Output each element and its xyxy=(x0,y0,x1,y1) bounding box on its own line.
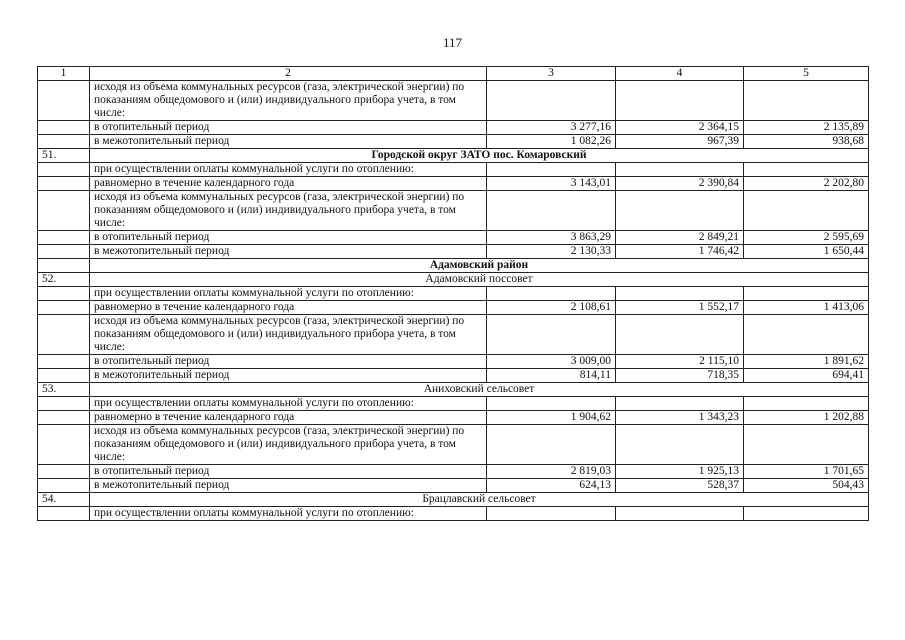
row-description: в межотопительный период xyxy=(90,479,487,493)
value-col-5: 694,41 xyxy=(744,369,869,383)
value-col-5: 1 202,88 xyxy=(744,411,869,425)
row-number xyxy=(38,315,90,355)
table-row xyxy=(38,411,869,425)
value-col-4: 528,37 xyxy=(616,479,744,493)
row-number xyxy=(38,177,90,191)
value-col-3: 1 082,26 xyxy=(487,135,616,149)
value-col-3 xyxy=(487,81,616,121)
value-col-4 xyxy=(616,397,744,411)
value-col-3 xyxy=(487,191,616,231)
value-col-3 xyxy=(487,163,616,177)
value-col-4 xyxy=(616,191,744,231)
row-number xyxy=(38,231,90,245)
value-col-4: 1 925,13 xyxy=(616,465,744,479)
row-number xyxy=(38,425,90,465)
row-number: 52. xyxy=(38,273,90,287)
value-col-4: 1 343,23 xyxy=(616,411,744,425)
value-col-5: 504,43 xyxy=(744,479,869,493)
value-col-5 xyxy=(744,191,869,231)
section-row xyxy=(38,149,869,163)
table-row xyxy=(38,287,869,301)
value-col-5: 1 650,44 xyxy=(744,245,869,259)
value-col-4: 2 849,21 xyxy=(616,231,744,245)
section-title: Аниховский сельсовет xyxy=(90,383,869,397)
table-row xyxy=(38,121,869,135)
row-number xyxy=(38,355,90,369)
value-col-3: 3 277,16 xyxy=(487,121,616,135)
value-col-3: 3 009,00 xyxy=(487,355,616,369)
section-row xyxy=(38,259,869,273)
row-description: при осуществлении оплаты коммунальной услуги по отоплению: xyxy=(90,287,487,301)
table-row xyxy=(38,191,869,231)
value-col-3: 624,13 xyxy=(487,479,616,493)
row-description: в отопительный период xyxy=(90,465,487,479)
row-description: в отопительный период xyxy=(90,121,487,135)
value-col-4: 718,35 xyxy=(616,369,744,383)
table-row xyxy=(38,507,869,521)
value-col-5: 1 701,65 xyxy=(744,465,869,479)
value-col-5 xyxy=(744,287,869,301)
tariff-table-body xyxy=(38,67,869,521)
value-col-3: 2 108,61 xyxy=(487,301,616,315)
row-description: в межотопительный период xyxy=(90,245,487,259)
row-number xyxy=(38,191,90,231)
row-description: равномерно в течение календарного года xyxy=(90,411,487,425)
value-col-4 xyxy=(616,507,744,521)
value-col-3: 814,11 xyxy=(487,369,616,383)
value-col-4: 2 364,15 xyxy=(616,121,744,135)
value-col-4: 2 115,10 xyxy=(616,355,744,369)
value-col-3 xyxy=(487,287,616,301)
row-description: в межотопительный период xyxy=(90,369,487,383)
row-number xyxy=(38,259,90,273)
page-number: 117 xyxy=(442,35,463,50)
table-row xyxy=(38,135,869,149)
row-description: исходя из объема коммунальных ресурсов (газа, электрической энергии) по показаниям общедомового и (или) индивидуального прибора учета, в том числе: xyxy=(90,425,487,465)
value-col-3: 2 819,03 xyxy=(487,465,616,479)
value-col-5: 2 595,69 xyxy=(744,231,869,245)
section-title: Адамовский район xyxy=(90,259,869,273)
section-title: Городской округ ЗАТО пос. Комаровский xyxy=(90,149,869,163)
row-description: при осуществлении оплаты коммунальной услуги по отоплению: xyxy=(90,163,487,177)
table-row xyxy=(38,355,869,369)
row-description: в отопительный период xyxy=(90,231,487,245)
tariff-table xyxy=(37,66,869,521)
value-col-4: 1 552,17 xyxy=(616,301,744,315)
row-description: исходя из объема коммунальных ресурсов (газа, электрической энергии) по показаниям общедомового и (или) индивидуального прибора учета, в том числе: xyxy=(90,191,487,231)
column-header-5: 5 xyxy=(744,67,869,81)
section-row xyxy=(38,273,869,287)
value-col-3 xyxy=(487,507,616,521)
section-title: Адамовский поссовет xyxy=(90,273,869,287)
value-col-3: 1 904,62 xyxy=(487,411,616,425)
table-row xyxy=(38,465,869,479)
table-row xyxy=(38,397,869,411)
value-col-5 xyxy=(744,397,869,411)
row-number xyxy=(38,287,90,301)
row-number xyxy=(38,245,90,259)
row-description: равномерно в течение календарного года xyxy=(90,177,487,191)
row-number xyxy=(38,465,90,479)
column-header-3: 3 xyxy=(487,67,616,81)
value-col-4: 2 390,84 xyxy=(616,177,744,191)
row-description: исходя из объема коммунальных ресурсов (газа, электрической энергии) по показаниям общедомового и (или) индивидуального прибора учета, в том числе: xyxy=(90,315,487,355)
table-row xyxy=(38,301,869,315)
column-header-1: 1 xyxy=(38,67,90,81)
row-number xyxy=(38,479,90,493)
value-col-3: 2 130,33 xyxy=(487,245,616,259)
table-row xyxy=(38,315,869,355)
value-col-5: 1 891,62 xyxy=(744,355,869,369)
value-col-4 xyxy=(616,315,744,355)
table-row xyxy=(38,425,869,465)
row-description: равномерно в течение календарного года xyxy=(90,301,487,315)
value-col-5 xyxy=(744,163,869,177)
row-number xyxy=(38,163,90,177)
value-col-5: 2 135,89 xyxy=(744,121,869,135)
table-row xyxy=(38,231,869,245)
table-row xyxy=(38,177,869,191)
row-description: исходя из объема коммунальных ресурсов (газа, электрической энергии) по показаниям общедомового и (или) индивидуального прибора учета, в том числе: xyxy=(90,81,487,121)
value-col-5 xyxy=(744,81,869,121)
value-col-3 xyxy=(487,397,616,411)
value-col-5: 938,68 xyxy=(744,135,869,149)
row-number xyxy=(38,135,90,149)
row-number xyxy=(38,369,90,383)
value-col-3 xyxy=(487,315,616,355)
table-row xyxy=(38,163,869,177)
value-col-5 xyxy=(744,425,869,465)
row-number xyxy=(38,121,90,135)
value-col-5: 2 202,80 xyxy=(744,177,869,191)
row-number xyxy=(38,81,90,121)
row-number: 51. xyxy=(38,149,90,163)
value-col-3 xyxy=(487,425,616,465)
value-col-4: 1 746,42 xyxy=(616,245,744,259)
column-header-2: 2 xyxy=(90,67,487,81)
column-header-4: 4 xyxy=(616,67,744,81)
row-description: в межотопительный период xyxy=(90,135,487,149)
value-col-5 xyxy=(744,507,869,521)
section-row xyxy=(38,493,869,507)
row-description: при осуществлении оплаты коммунальной услуги по отоплению: xyxy=(90,397,487,411)
value-col-4 xyxy=(616,425,744,465)
row-number xyxy=(38,411,90,425)
table-row xyxy=(38,245,869,259)
value-col-5 xyxy=(744,315,869,355)
value-col-3: 3 863,29 xyxy=(487,231,616,245)
row-number xyxy=(38,301,90,315)
section-row xyxy=(38,383,869,397)
value-col-3: 3 143,01 xyxy=(487,177,616,191)
column-header-row xyxy=(38,67,869,81)
section-title: Брацлавский сельсовет xyxy=(90,493,869,507)
value-col-4 xyxy=(616,287,744,301)
table-row xyxy=(38,369,869,383)
table-row xyxy=(38,479,869,493)
row-number xyxy=(38,397,90,411)
row-number: 54. xyxy=(38,493,90,507)
row-description: при осуществлении оплаты коммунальной услуги по отоплению: xyxy=(90,507,487,521)
table-row xyxy=(38,81,869,121)
row-number: 53. xyxy=(38,383,90,397)
row-number xyxy=(38,507,90,521)
value-col-4: 967,39 xyxy=(616,135,744,149)
value-col-4 xyxy=(616,163,744,177)
value-col-4 xyxy=(616,81,744,121)
value-col-5: 1 413,06 xyxy=(744,301,869,315)
row-description: в отопительный период xyxy=(90,355,487,369)
